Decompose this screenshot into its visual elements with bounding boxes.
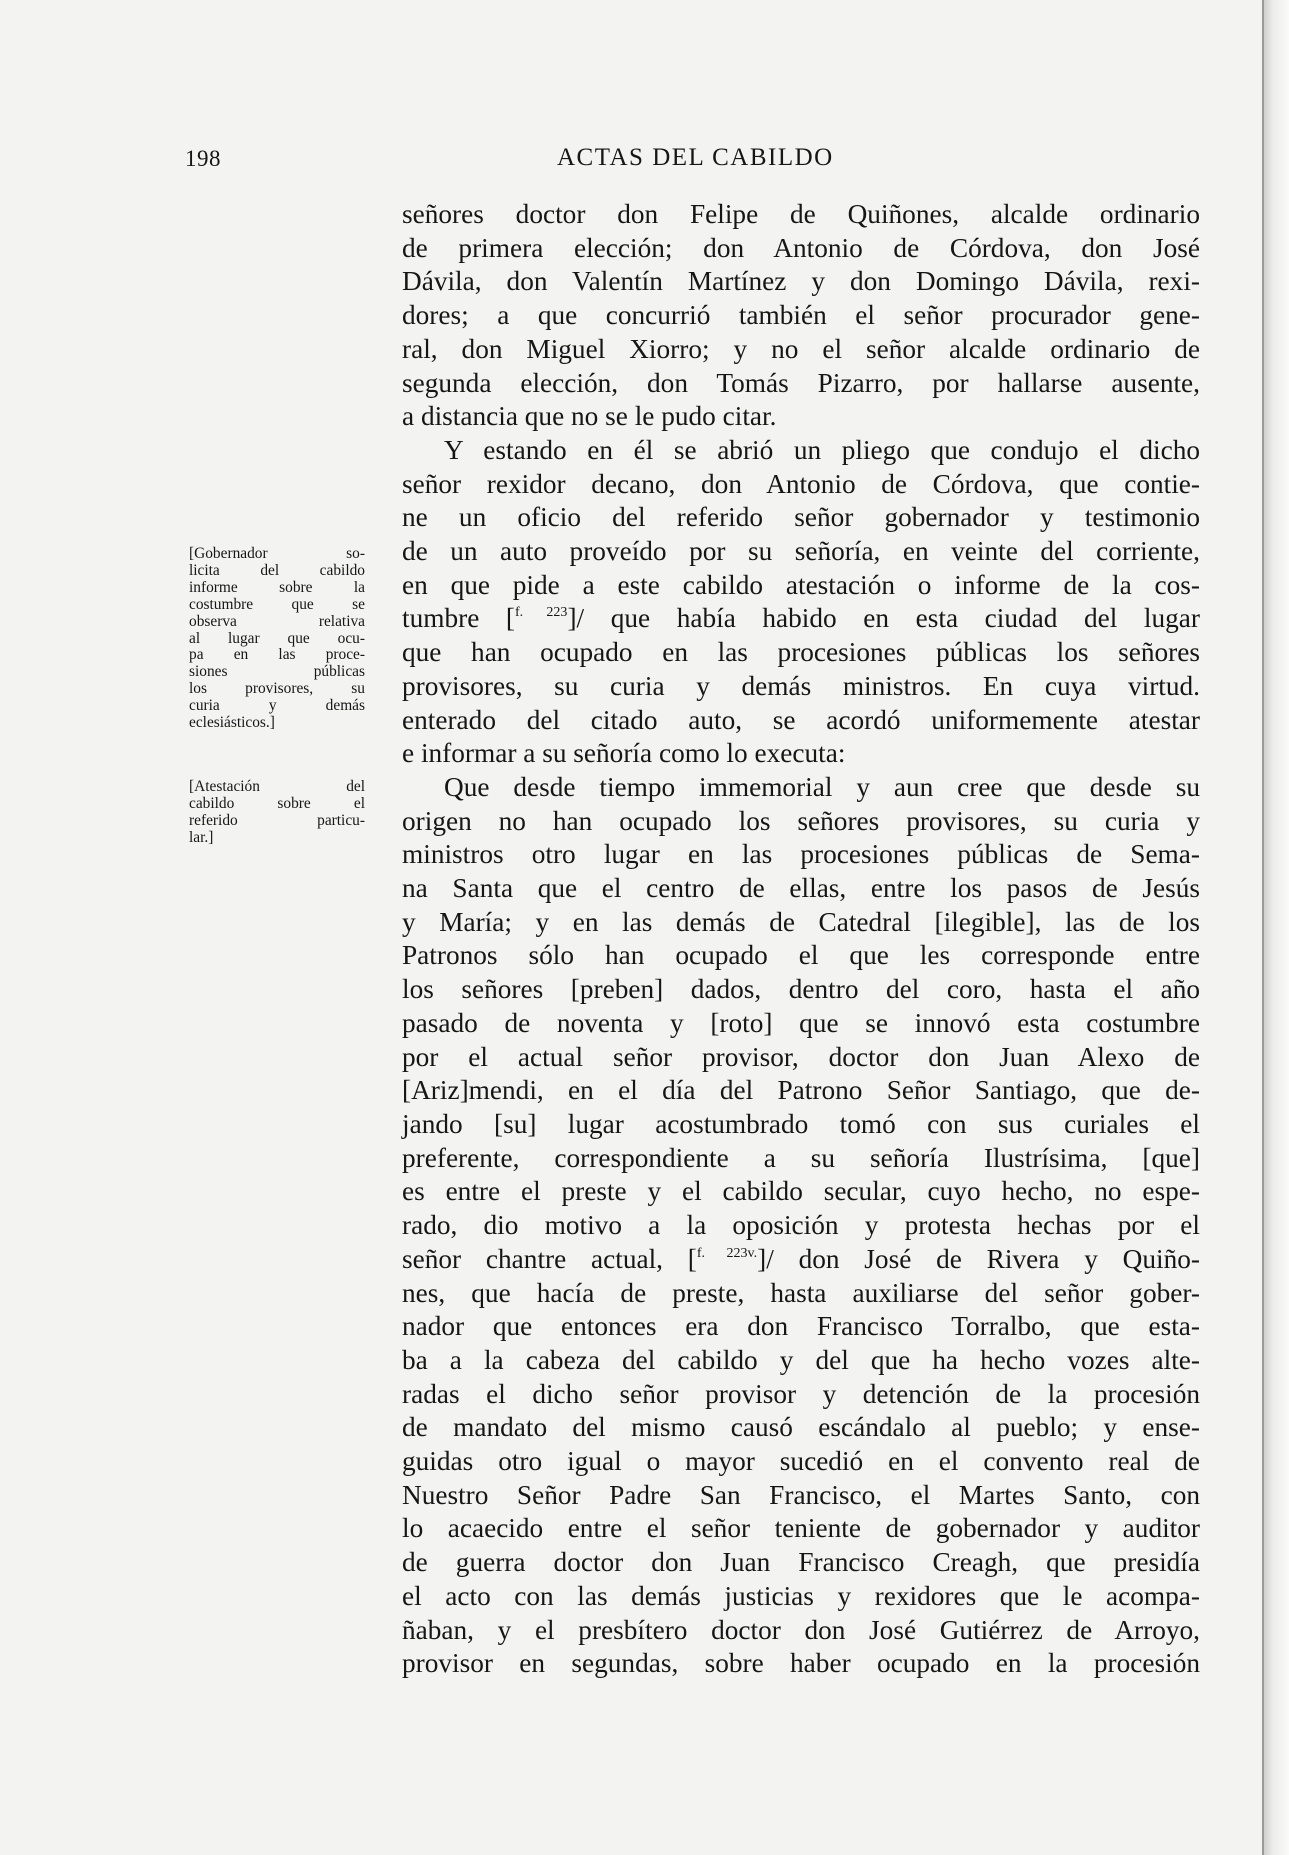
- text-line: a distancia que no se le pudo citar.: [402, 401, 777, 432]
- margin-note-line: lar.]: [189, 828, 214, 846]
- text-line: de mandato del mismo causó escándalo al pueblo; y ense-: [402, 1412, 1200, 1443]
- text-line: Nuestro Señor Padre San Francisco, el Martes Santo, con: [402, 1479, 1200, 1510]
- text-line: rado, dio motivo a la oposición y protesta hechas por el: [402, 1210, 1200, 1241]
- text-line: preferente, correspondiente a su señoría Ilustrísima, [que]: [402, 1142, 1200, 1173]
- text-line: guidas otro igual o mayor sucedió en el convento real de: [402, 1446, 1200, 1477]
- text-line: nador que entonces era don Francisco Torralbo, que esta-: [402, 1311, 1200, 1342]
- text-line: lo acaecido entre el señor teniente de gobernador y auditor: [402, 1513, 1200, 1544]
- margin-note-line: cabildo sobre el: [189, 794, 365, 812]
- text-line: de un auto proveído por su señoría, en veinte del corriente,: [402, 536, 1200, 567]
- text-line: nes, que hacía de preste, hasta auxiliarse del señor gober-: [402, 1277, 1200, 1308]
- text-run: señor chantre actual, [: [402, 1243, 697, 1274]
- text-line: Dávila, don Valentín Martínez y don Domingo Dávila, rexi-: [402, 266, 1200, 297]
- margin-note-line: los provisores, su: [189, 680, 365, 698]
- text-line: na Santa que el centro de ellas, entre los pasos de Jesús: [402, 873, 1200, 904]
- text-line: ba a la cabeza del cabildo y del que ha hecho vozes alte-: [402, 1344, 1200, 1375]
- text-line: ral, don Miguel Xiorro; y no el señor alcalde ordinario de: [402, 333, 1200, 364]
- margin-note-line: [Atestación del: [189, 778, 365, 795]
- text-line: señores doctor don Felipe de Quiñones, alcalde ordinario: [402, 199, 1200, 229]
- margin-note-line: informe sobre la: [189, 578, 365, 596]
- margin-note-atestacion: [189, 779, 365, 847]
- text-line: [Ariz]mendi, en el día del Patrono Señor Santiago, que de-: [402, 1075, 1200, 1106]
- text-line: de guerra doctor don Juan Francisco Creagh, que presidía: [402, 1547, 1200, 1578]
- text-line: ministros otro lugar en las procesiones públicas de Sema-: [402, 839, 1200, 870]
- text-line: origen no han ocupado los señores provisores, su curia y: [402, 805, 1200, 836]
- text-line: provisor en segundas, sobre haber ocupado en la procesión: [402, 1648, 1200, 1679]
- text-line: y María; y en las demás de Catedral [ilegible], las de los: [402, 906, 1200, 937]
- margin-note-line: costumbre que se: [189, 595, 365, 613]
- folio-marker: f. 223: [515, 605, 568, 621]
- text-line: que han ocupado en las procesiones públicas los señores: [402, 637, 1200, 668]
- text-line: segunda elección, don Tomás Pizarro, por hallarse ausente,: [402, 367, 1200, 398]
- margin-note-line: referido particu-: [189, 811, 365, 829]
- text-line: provisores, su curia y demás ministros. En cuya virtud.: [402, 670, 1200, 701]
- margin-note-line: curia y demás: [189, 697, 365, 715]
- text-run: ]/ que había habido en esta ciudad del lugar: [567, 603, 1201, 634]
- margin-note-line: siones públicas: [189, 663, 365, 681]
- text-run: ]/ don José de Rivera y Quiño-: [757, 1243, 1200, 1274]
- text-line: [402, 602, 1200, 636]
- text-line: jando [su] lugar acostumbrado tomó con sus curiales el: [402, 1108, 1200, 1139]
- text-line: Y estando en él se abrió un pliego que condujo el dicho: [444, 434, 1200, 465]
- text-line: ñaban, y el presbítero doctor don José Gutiérrez de Arroyo,: [402, 1614, 1200, 1645]
- text-line: ne un oficio del referido señor gobernador y testimonio: [402, 502, 1200, 533]
- text-line: [402, 1243, 1200, 1277]
- text-line: dores; a que concurrió también el señor procurador gene-: [402, 300, 1200, 331]
- folio-marker: f. 223v.: [696, 1245, 758, 1261]
- text-line: señor rexidor decano, don Antonio de Córdova, que contie-: [402, 468, 1200, 499]
- margin-note-line: [Gobernador so-: [189, 545, 365, 562]
- text-line: Que desde tiempo immemorial y aun cree que desde su: [444, 771, 1200, 802]
- text-line: pasado de noventa y [roto] que se innovó esta costumbre: [402, 1007, 1200, 1038]
- text-line: es entre el preste y el cabildo secular, cuyo hecho, no espe-: [402, 1176, 1200, 1207]
- running-head: ACTAS DEL CABILDO: [557, 144, 834, 171]
- margin-note-line: eclesiásticos.]: [189, 714, 275, 732]
- margin-note-gobernador: [189, 546, 365, 732]
- body-text: [402, 198, 1200, 1681]
- text-line: Patronos sólo han ocupado el que les corresponde entre: [402, 940, 1200, 971]
- scan-right-edge: [1262, 0, 1289, 1855]
- margin-note-line: licita del cabildo: [189, 561, 365, 579]
- margin-note-line: al lugar que ocu-: [189, 629, 365, 647]
- text-line: enterado del citado auto, se acordó uniformemente atestar: [402, 704, 1200, 735]
- margin-note-line: pa en las proce-: [189, 646, 365, 664]
- text-line: por el actual señor provisor, doctor don Juan Alexo de: [402, 1041, 1200, 1072]
- text-run: tumbre [: [402, 603, 515, 634]
- page-number: 198: [185, 146, 221, 171]
- text-line: radas el dicho señor provisor y detención de la procesión: [402, 1378, 1200, 1409]
- text-line: el acto con las demás justicias y rexidores que le acompa-: [402, 1580, 1200, 1611]
- text-line: en que pide a este cabildo atestación o informe de la cos-: [402, 569, 1200, 600]
- text-line: de primera elección; don Antonio de Córdova, don José: [402, 232, 1200, 263]
- text-line: los señores [preben] dados, dentro del coro, hasta el año: [402, 974, 1200, 1005]
- text-line: e informar a su señoría como lo executa:: [402, 738, 846, 769]
- margin-note-line: observa relativa: [189, 612, 365, 630]
